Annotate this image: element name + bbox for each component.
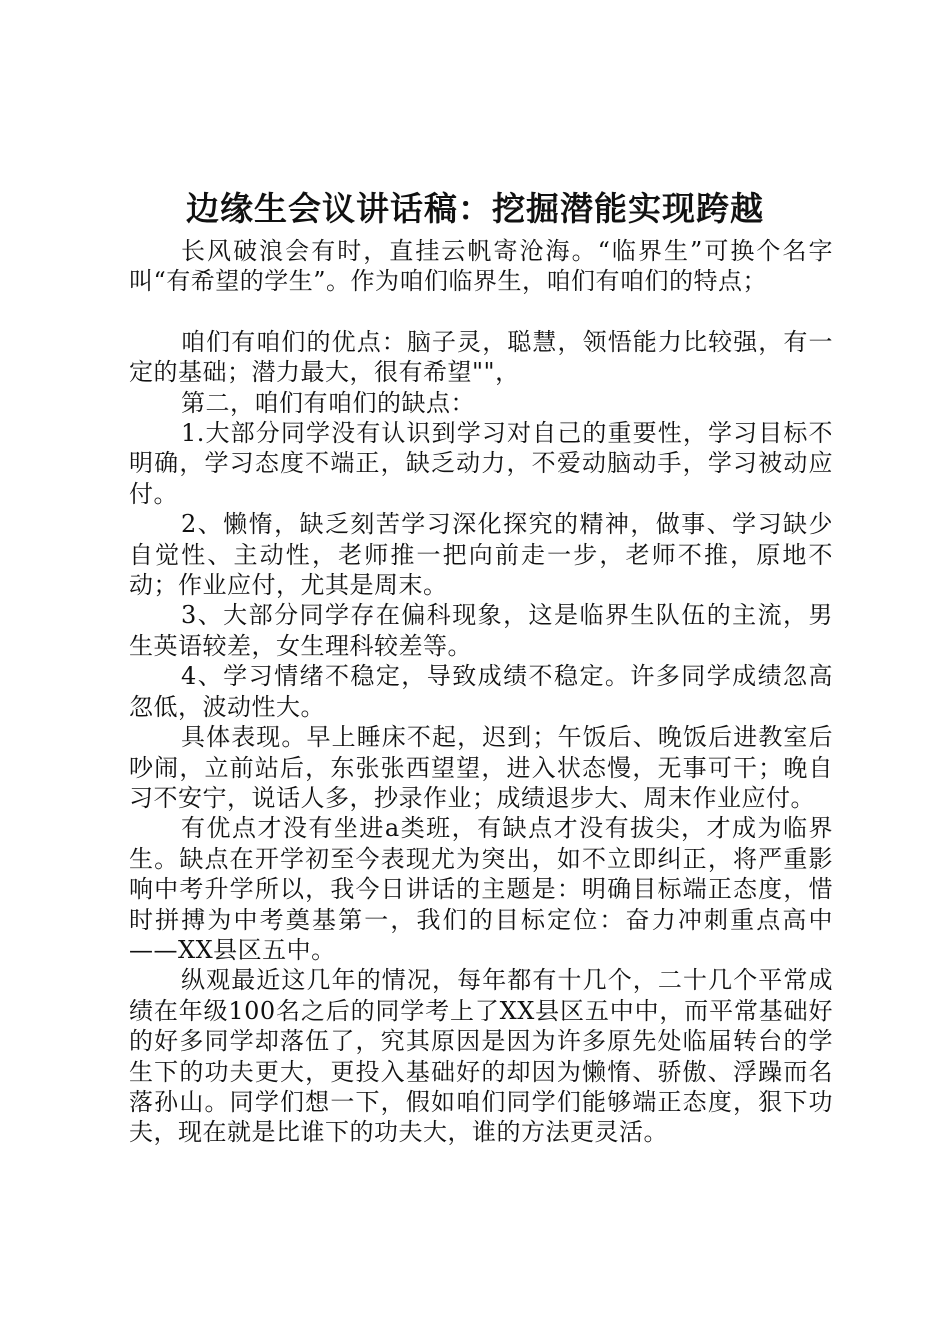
paragraph-weakness-1: 1.大部分同学没有认识到学习对自己的重要性，学习目标不明确，学习态度不端正，缺乏动力，不爱动脑动手，学习被动应付。 (129, 419, 833, 508)
paragraph-weaknesses-heading: 第二，咱们有咱们的缺点： (181, 388, 475, 417)
paragraph-weakness-3: 3、大部分同学存在偏科现象，这是临界生队伍的主流，男生英语较差，女生理科较差等。 (129, 601, 833, 660)
paragraph-recent-years: 纵观最近这几年的情况，每年都有十几个，二十几个平常成绩在年级100名之后的同学考上了XX县区五中中，而平常基础好的好多同学却落伍了，究其原因是因为许多原先处临届转台的学生下的功夫更大，更投入基础好的却因为懒惰、骄傲、浮躁而名落孙山。同学们想一下，假如咱们同学们能够端正态度，狠下功夫，现在就是比谁下的功夫大，谁的方法更灵活。 (129, 966, 833, 1147)
document-body (129, 236, 833, 1148)
document-title: 边缘生会议讲话稿：挖掘潜能实现跨越 (186, 189, 764, 228)
paragraph-speech-theme: 有优点才没有坐进a类班，有缺点才没有拔尖，才成为临界生。缺点在开学初至今表现尤为突出，如不立即纠正，将严重影响中考升学所以，我今日讲话的主题是：明确目标端正态度，惜时拼搏为中考奠基第一，我们的目标定位：奋力冲刺重点高中——XX县区五中。 (129, 814, 833, 964)
paragraph-weakness-2: 2、懒惰，缺乏刻苦学习深化探究的精神，做事、学习缺少自觉性、主动性，老师推一把向前走一步，老师不推，原地不动；作业应付，尤其是周末。 (129, 510, 833, 600)
paragraph-strengths: 咱们有咱们的优点：脑子灵，聪慧，领悟能力比较强，有一定的基础；潜力最大，很有希望""， (129, 327, 833, 387)
paragraph-weakness-4: 4、学习情绪不稳定，导致成绩不稳定。许多同学成绩忽高忽低，波动性大。 (129, 662, 833, 721)
paragraph-intro: 长风破浪会有时，直挂云帆寄沧海。“临界生”可换个名字叫“有希望的学生”。作为咱们临界生，咱们有咱们的特点； (129, 237, 833, 296)
paragraph-specific-behaviors: 具体表现。早上睡床不起，迟到；午饭后、晚饭后进教室后吵闹，立前站后，东张张西望望，进入状态慢，无事可干；晚自习不安宁，说话人多，抄录作业；成绩退步大、周末作业应付。 (129, 723, 833, 812)
